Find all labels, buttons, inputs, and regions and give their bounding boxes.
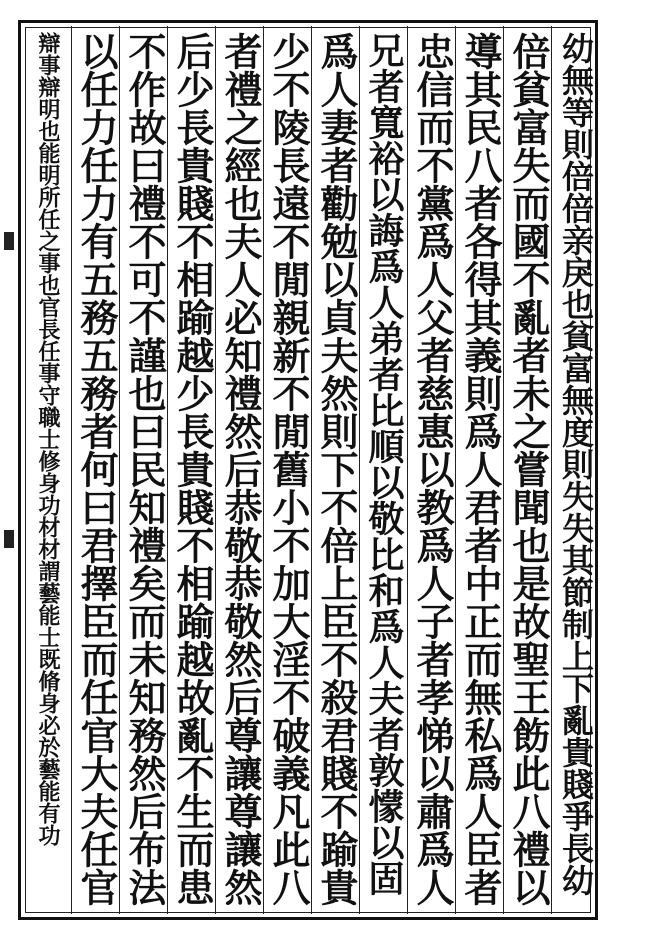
text-column-9 <box>168 32 216 908</box>
text-column-8 <box>216 32 264 908</box>
text-column-5 <box>360 32 408 908</box>
column-text: 后少長貴賤不相踰越少長貴賤不相踰越故亂不生而患 <box>170 32 215 906</box>
column-text: 以任力任力有五務五務者何曰君擇臣而任官大夫任官 <box>74 32 119 906</box>
column-text: 倍貧富失而國不亂者未之嘗聞也是故聖王飭此八禮以 <box>506 32 551 906</box>
column-text: 幼無等則倍倍亲戾也貧富無度則失失其節制上下亂貴賤爭長幼 <box>557 32 595 896</box>
column-text: 不作故曰禮不可不謹也曰民知禮矣而未知務然后布法 <box>122 32 167 906</box>
text-column-1 <box>552 32 600 908</box>
text-column-2 <box>504 32 552 908</box>
column-text: 辯事辯明也能明所任之事也官長任事守職士修身功材材謂藝能士既脩身必於藝能有功 <box>35 32 61 846</box>
column-text: 爲人妻者勸勉以貞夫然則下不倍上臣不殺君賤不踰貴 <box>314 32 359 906</box>
text-column-3 <box>456 32 504 908</box>
column-text: 導其民八者各得其義則爲人君者中正而無私爲人臣者 <box>458 32 503 906</box>
text-column-4 <box>408 32 456 908</box>
margin-mark <box>4 530 14 548</box>
column-text: 少不陵長遠不閒親新不閒舊小不加大淫不破義凡此八 <box>266 32 311 906</box>
margin-mark <box>4 232 14 250</box>
text-column-10 <box>120 32 168 908</box>
text-column-6 <box>312 32 360 908</box>
column-text: 忠信而不黨爲人父者慈惠以教爲人子者孝悌以肅爲人 <box>410 32 455 906</box>
column-text: 者禮之經也夫人必知禮然后恭敬恭敬然后尊讓尊讓然 <box>218 32 263 906</box>
text-column-11 <box>72 32 120 908</box>
column-text: 兄者寬裕以誨爲人弟者比順以敬比和爲人夫者敦懞以固 <box>363 32 405 896</box>
text-column-7 <box>264 32 312 908</box>
text-column-12 <box>24 32 72 908</box>
